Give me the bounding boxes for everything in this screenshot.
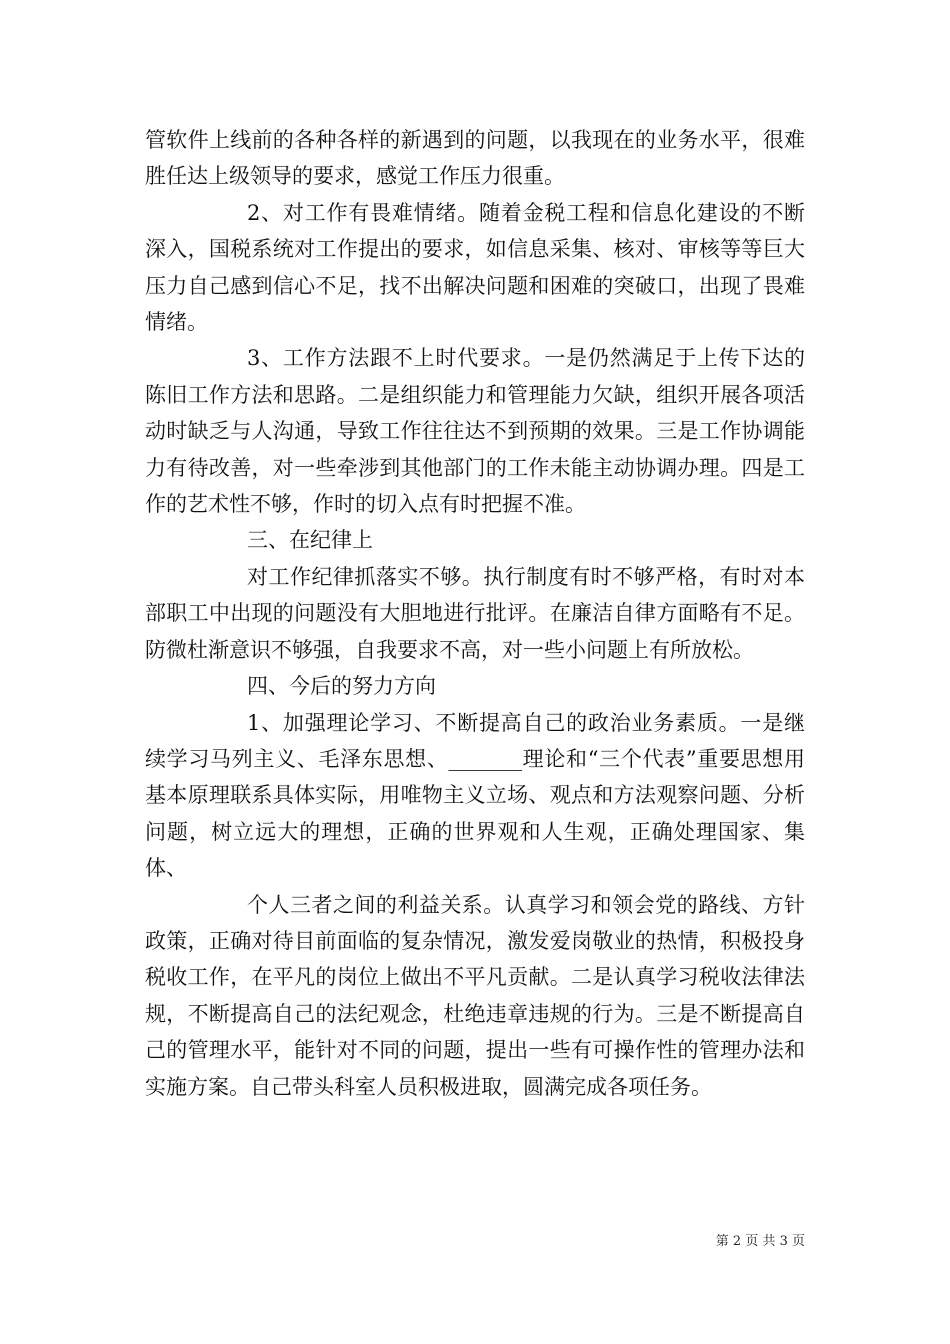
- paragraph-5: 1、加强理论学习、不断提高自己的政治业务素质。一是继续学习马列主义、毛泽东思想、_______理论和“三个代表”重要思想用基本原理联系具体实际，用唯物主义立场、观点和方法观察问题、分析问题，树立远大的理想，正确的世界观和人生观，正确处理国家、集体、: [145, 710, 805, 881]
- paragraph-2: 2、对工作有畏难情绪。随着金税工程和信息化建设的不断深入，国税系统对工作提出的要求，如信息采集、核对、审核等等巨大压力自己感到信心不足，找不出解决问题和困难的突破口，出现了畏难情绪。: [145, 200, 805, 335]
- paragraph-3: 3、工作方法跟不上时代要求。一是仍然满足于上传下达的陈旧工作方法和思路。二是组织能力和管理能力欠缺，组织开展各项活动时缺乏与人沟通，导致工作往往达不到预期的效果。三是工作协调能力有待改善，对一些牵涉到其他部门的工作未能主动协调办理。四是工作的艺术性不够，作时的切入点有时把握不准。: [145, 346, 805, 517]
- section-heading-discipline: 三、在纪律上: [247, 528, 373, 553]
- paragraph-1: 管软件上线前的各种各样的新遇到的问题，以我现在的业务水平，很难胜任达上级领导的要求，感觉工作压力很重。: [145, 128, 805, 189]
- page-number-footer: 第 2 页 共 3 页: [715, 1234, 805, 1249]
- paragraph-4: 对工作纪律抓落实不够。执行制度有时不够严格，有时对本部职工中出现的问题没有大胆地进行批评。在廉洁自律方面略有不足。防微杜渐意识不够强，自我要求不高，对一些小问题上有所放松。: [145, 564, 805, 662]
- section-heading-future-direction: 四、今后的努力方向: [247, 674, 436, 699]
- document-body: [145, 122, 805, 1105]
- paragraph-6: 个人三者之间的利益关系。认真学习和领会党的路线、方针政策，正确对待目前面临的复杂情况，激发爱岗敬业的热情，积极投身税收工作，在平凡的岗位上做出不平凡贡献。二是认真学习税收法律法规，不断提高自己的法纪观念，杜绝违章违规的行为。三是不断提高自己的管理水平，能针对不同的问题，提出一些有可操作性的管理办法和实施方案。自己带头科室人员积极进取，圆满完成各项任务。: [145, 892, 805, 1099]
